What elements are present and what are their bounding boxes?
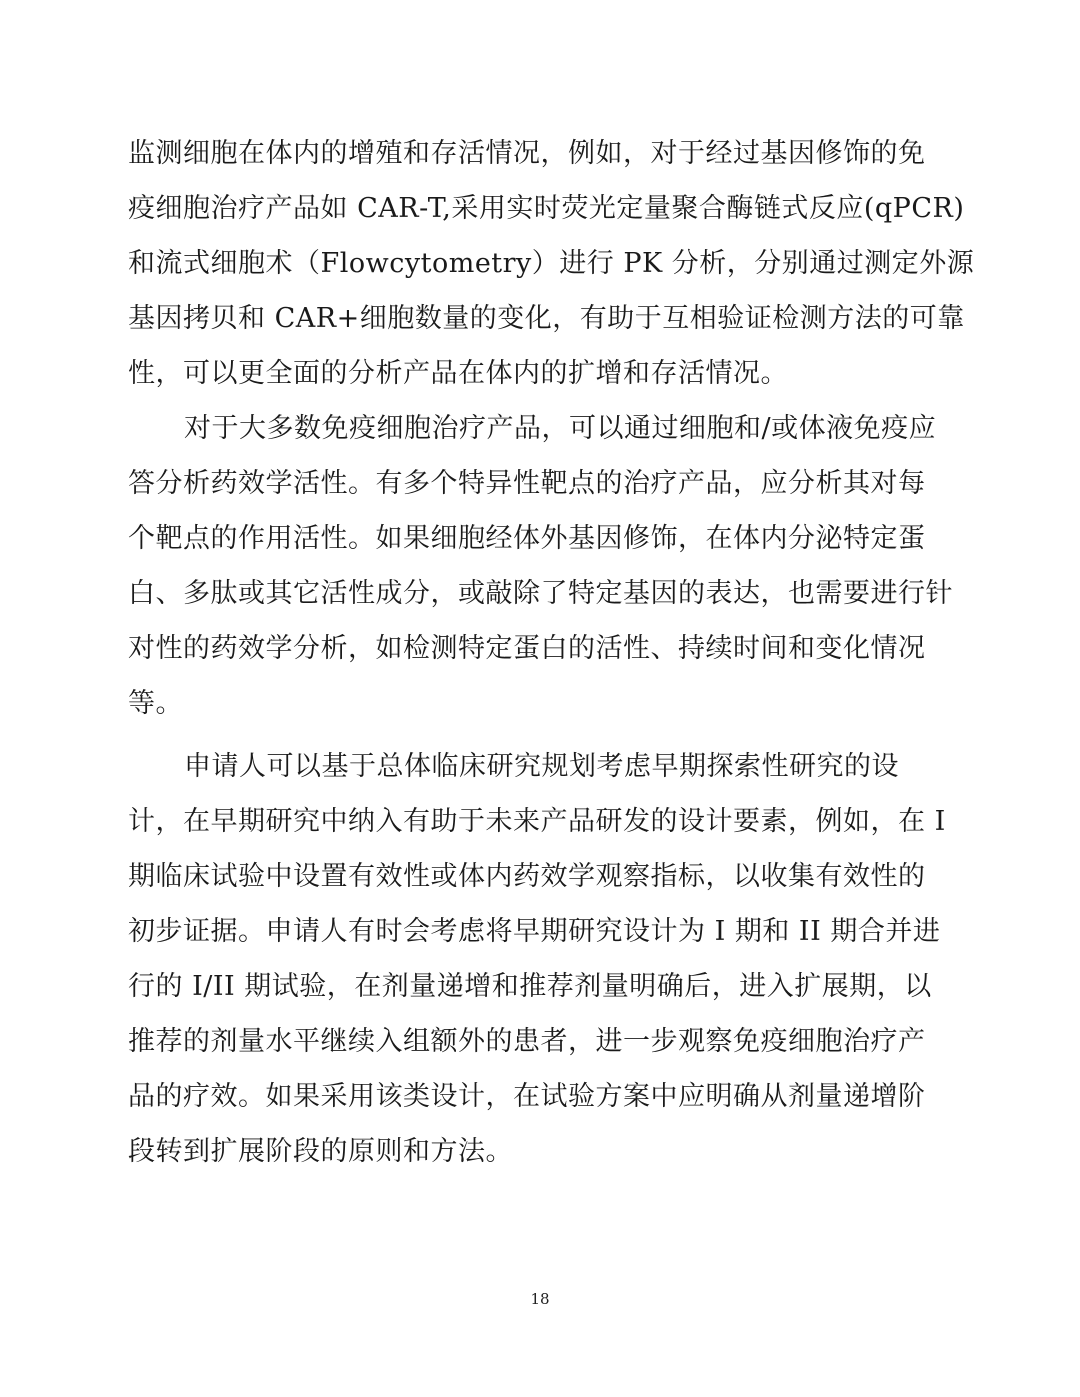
text-line: 段转到扩展阶段的原则和方法。 [128,1136,513,1167]
text-line: 答分析药效学活性。有多个特异性靶点的治疗产品，应分析其对每 [128,468,926,499]
text-line: 初步证据。申请人有时会考虑将早期研究设计为 I 期和 II 期合并进 [128,916,941,947]
body-text [128,126,975,1179]
text-line: 疫细胞治疗产品如 CAR-T,采用实时荧光定量聚合酶链式反应(qPCR) [128,193,965,224]
text-line: 期临床试验中设置有效性或体内药效学观察指标，以收集有效性的 [128,861,926,892]
text-line: 行的 I/II 期试验，在剂量递增和推荐剂量明确后，进入扩展期，以 [128,971,932,1002]
page-number: 18 [530,1290,550,1308]
text-line: 和流式细胞术（Flowcytometry）进行 PK 分析，分别通过测定外源 [128,248,975,279]
text-line: 计，在早期研究中纳入有助于未来产品研发的设计要素，例如，在 I [128,806,946,837]
text-line: 等。 [128,688,183,719]
paragraph-1 [128,126,975,401]
text-line: 品的疗效。如果采用该类设计，在试验方案中应明确从剂量递增阶 [128,1081,926,1112]
text-line: 申请人可以基于总体临床研究规划考虑早期探索性研究的设 [184,751,899,782]
text-line: 基因拷贝和 CAR+细胞数量的变化，有助于互相验证检测方法的可靠 [128,303,965,334]
paragraph-3 [128,739,958,1179]
text-line: 白、多肽或其它活性成分，或敲除了特定基因的表达，也需要进行针 [128,578,953,609]
text-line: 个靶点的作用活性。如果细胞经体外基因修饰，在体内分泌特定蛋 [128,523,926,554]
text-line: 性，可以更全面的分析产品在体内的扩增和存活情况。 [128,358,788,389]
text-line: 监测细胞在体内的增殖和存活情况，例如，对于经过基因修饰的免 [128,138,926,169]
text-line: 推荐的剂量水平继续入组额外的患者，进一步观察免疫细胞治疗产 [128,1026,926,1057]
paragraph-2 [128,401,958,731]
text-line: 对性的药效学分析，如检测特定蛋白的活性、持续时间和变化情况 [128,633,926,664]
text-line: 对于大多数免疫细胞治疗产品，可以通过细胞和/或体液免疫应 [184,413,937,444]
